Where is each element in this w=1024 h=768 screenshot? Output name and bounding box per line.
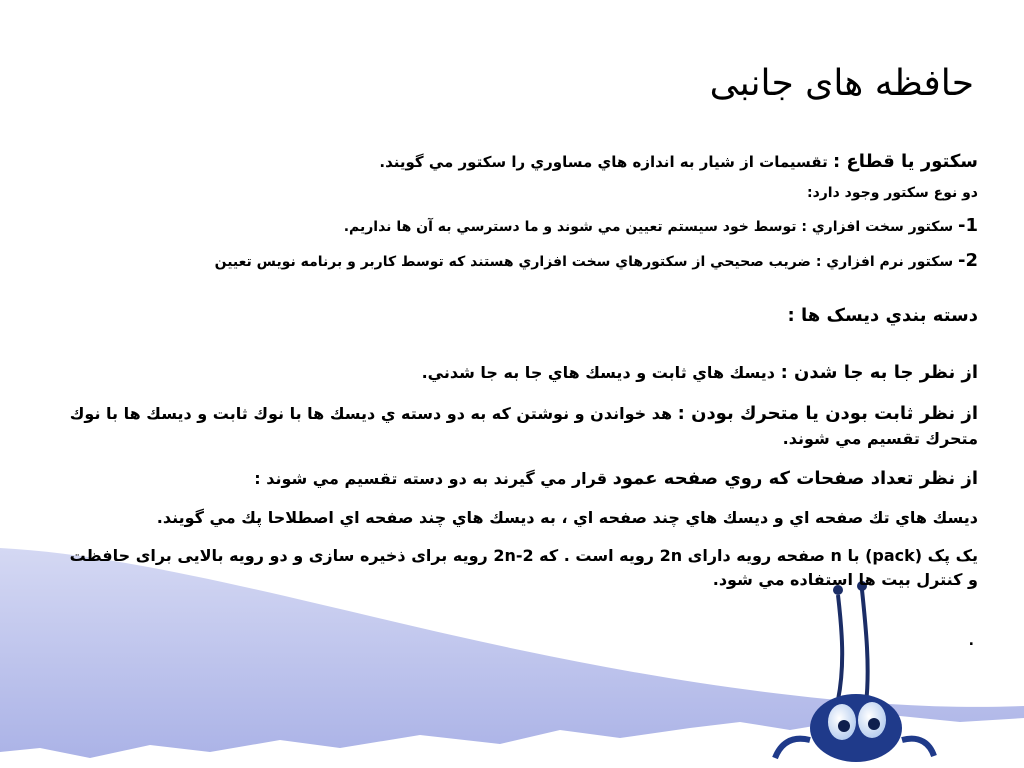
- paragraph-pack-definition: ديسك هاي تك صفحه اي و ديسك هاي چند صفحه اي ، به ديسك هاي چند صفحه اي اصطلاحا پك مي گويند.: [156, 508, 978, 527]
- paragraph-hardware-sector: [63, 212, 978, 239]
- paragraph-removable: [63, 359, 978, 386]
- software-sector-number: 2-: [957, 250, 978, 271]
- platter-count-text: قرار مي گيرند به دو دسته تقسيم مي شوند :: [254, 469, 608, 488]
- paragraph-sector-definition: [63, 148, 978, 175]
- sector-heading: سكتور يا قطاع :: [832, 151, 978, 172]
- sector-text: تقسيمات از شيار به اندازه هاي مساوري را سكتور مي گويند.: [379, 153, 828, 171]
- software-sector-heading: سكتور نرم افزاري :: [815, 254, 954, 270]
- paragraph-disk-classification: دسته بندي ديسک ها :: [787, 305, 978, 326]
- hardware-sector-heading: سكتور سخت افزاري :: [801, 219, 954, 235]
- paragraph-pack-surfaces: یک پک (pack) با n صفحه رویه دارای 2n رویه است . که 2n-2 رویه برای ذخیره سازی و دو رویه بالایی برای حافظت و کنترل بیت ها استفاده مي شود.: [69, 546, 978, 589]
- slide-title: حافظه های جانبی: [709, 63, 974, 104]
- paragraph-sector-types: دو نوع سكتور وجود دارد:: [806, 185, 978, 201]
- slide-content: [63, 148, 978, 592]
- platter-count-heading: از نظر تعداد صفحات كه روي صفحه عمود: [612, 468, 978, 489]
- hardware-sector-number: 1-: [957, 215, 978, 236]
- head-type-text: هد خواندن و نوشتن كه به دو دسته ي ديسك ها با نوك ثابت و ديسك ها با نوك متحرك تقسيم مي شوند.: [69, 404, 978, 448]
- head-type-heading: از نظر ثابت بودن يا متحرك بودن :: [677, 403, 978, 424]
- paragraph-platter-count: [63, 465, 978, 492]
- software-sector-text: ضريب صحيحي از سكتورهاي سخت افزاري هستند كه توسط كاربر و برنامه نويس تعيين: [214, 254, 811, 270]
- trailing-mark: .: [968, 633, 974, 649]
- hardware-sector-text: توسط خود سيستم تعيين مي شوند و ما دسترسي به آن ها نداريم.: [343, 219, 797, 235]
- paragraph-head-type: [63, 400, 978, 451]
- removable-text: ديسك هاي ثابت و ديسك هاي جا به جا شدني.: [421, 363, 775, 382]
- removable-heading: از نظر جا به جا شدن :: [780, 362, 978, 383]
- paragraph-software-sector: [63, 247, 978, 274]
